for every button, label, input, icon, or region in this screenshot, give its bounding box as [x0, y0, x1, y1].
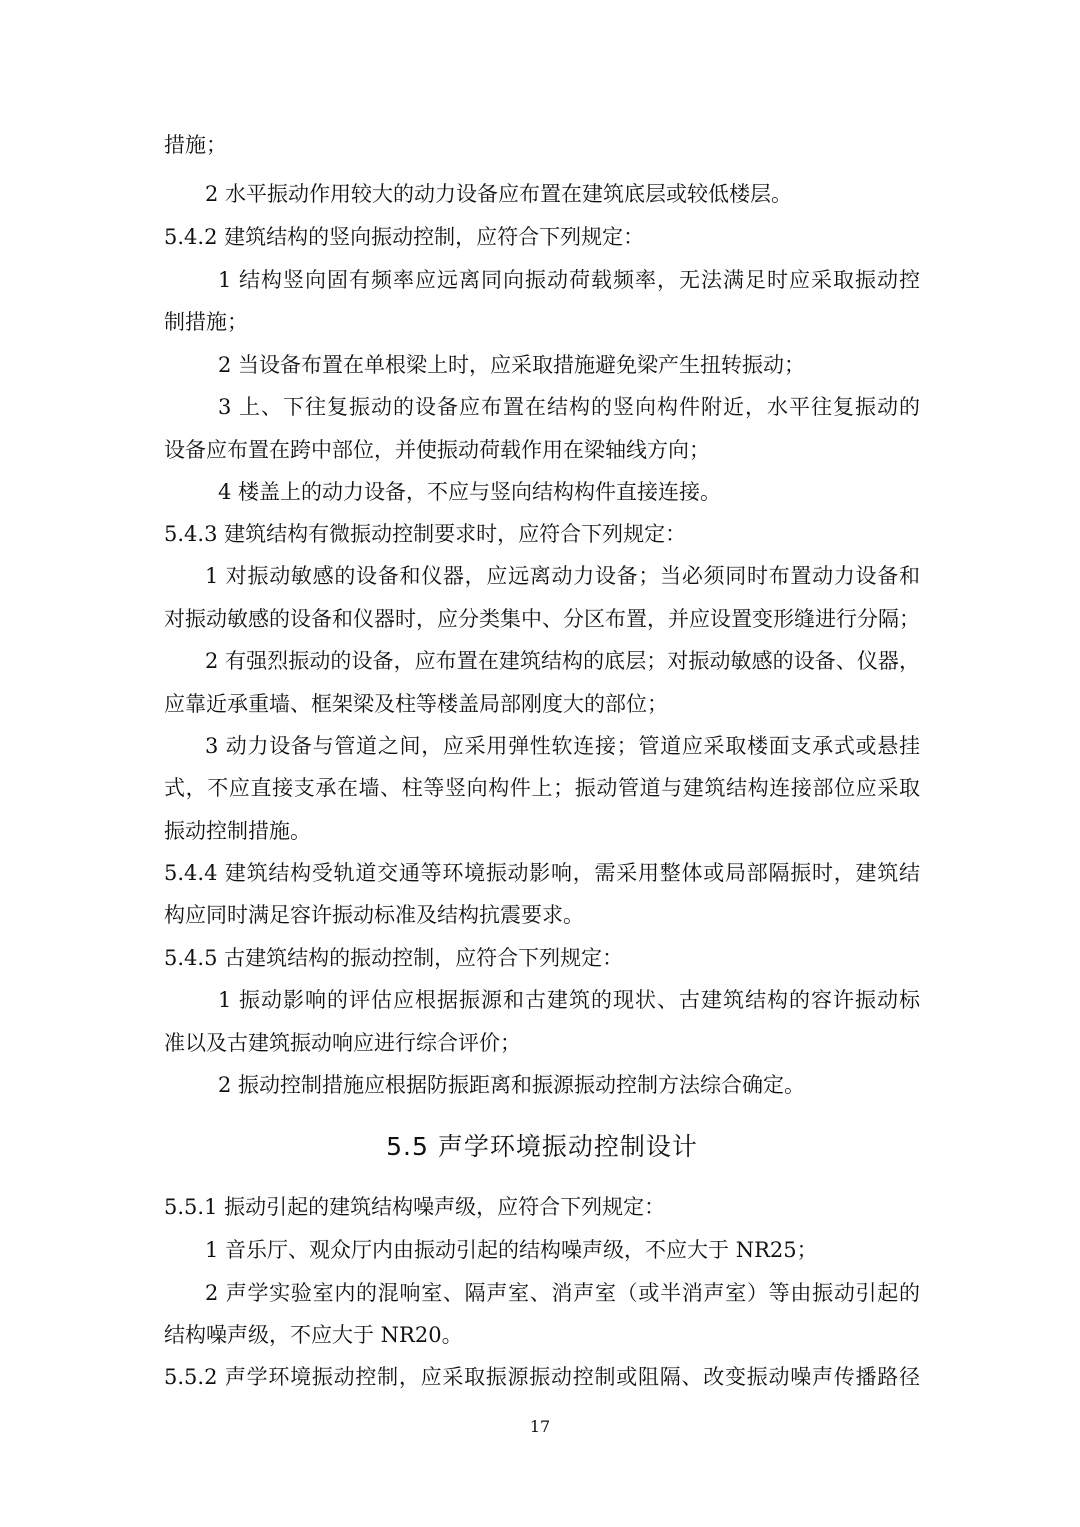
list-item: 4 楼盖上的动力设备，不应与竖向结构构件直接连接。: [218, 480, 722, 504]
list-item: 2 振动控制措施应根据防振距离和振源振动控制方法综合确定。: [218, 1073, 806, 1097]
text-line: 对振动敏感的设备和仪器时，应分类集中、分区布置，并应设置变形缝进行分隔；: [164, 607, 920, 631]
list-item: 1 音乐厅、观众厅内由振动引起的结构噪声级，不应大于 NR25；: [205, 1238, 818, 1262]
page-number: 17: [529, 1417, 551, 1436]
clause-heading: 5.5.1 振动引起的建筑结构噪声级，应符合下列规定：: [164, 1195, 666, 1219]
list-item: 2 水平振动作用较大的动力设备应布置在建筑底层或较低楼层。: [205, 182, 793, 206]
list-item: 3 动力设备与管道之间，应采用弹性软连接；管道应采取楼面支承式或悬挂: [205, 734, 920, 758]
list-item: 3 上、下往复振动的设备应布置在结构的竖向构件附近，水平往复振动的: [218, 395, 920, 419]
clause-heading: 5.4.4 建筑结构受轨道交通等环境振动影响，需采用整体或局部隔振时，建筑结: [164, 861, 920, 885]
list-item: 2 声学实验室内的混响室、隔声室、消声室（或半消声室）等由振动引起的: [205, 1281, 920, 1305]
list-item: 1 结构竖向固有频率应远离同向振动荷载频率，无法满足时应采取振动控: [218, 268, 920, 292]
list-item: 2 有强烈振动的设备，应布置在建筑结构的底层；对振动敏感的设备、仪器，: [205, 649, 920, 673]
text-line: 振动控制措施。: [164, 819, 311, 843]
clause-heading: 5.4.3 建筑结构有微振动控制要求时，应符合下列规定：: [164, 522, 687, 546]
list-item: 2 当设备布置在单根梁上时，应采取措施避免梁产生扭转振动；: [218, 353, 806, 377]
list-item: 1 对振动敏感的设备和仪器，应远离动力设备；当必须同时布置动力设备和: [205, 564, 920, 588]
clause-heading: 5.4.5 古建筑结构的振动控制，应符合下列规定：: [164, 946, 624, 970]
clause-heading: 5.4.2 建筑结构的竖向振动控制，应符合下列规定：: [164, 225, 645, 249]
text-line: 式，不应直接支承在墙、柱等竖向构件上；振动管道与建筑结构连接部位应采取: [164, 776, 920, 800]
text-line: 措施；: [164, 133, 227, 157]
text-line: 构应同时满足容许振动标准及结构抗震要求。: [164, 903, 584, 927]
clause-heading: 5.5.2 声学环境振动控制，应采取振源振动控制或阻隔、改变振动噪声传播路径: [164, 1365, 920, 1389]
text-line: 应靠近承重墙、框架梁及柱等楼盖局部刚度大的部位；: [164, 692, 668, 716]
text-line: 制措施；: [164, 310, 248, 334]
text-line: 设备应布置在跨中部位，并使振动荷载作用在梁轴线方向；: [164, 438, 710, 462]
section-heading: 5.5 声学环境振动控制设计: [386, 1132, 698, 1161]
text-line: 结构噪声级，不应大于 NR20。: [164, 1323, 463, 1347]
text-line: 准以及古建筑振动响应进行综合评价；: [164, 1031, 521, 1055]
list-item: 1 振动影响的评估应根据振源和古建筑的现状、古建筑结构的容许振动标: [218, 988, 920, 1012]
